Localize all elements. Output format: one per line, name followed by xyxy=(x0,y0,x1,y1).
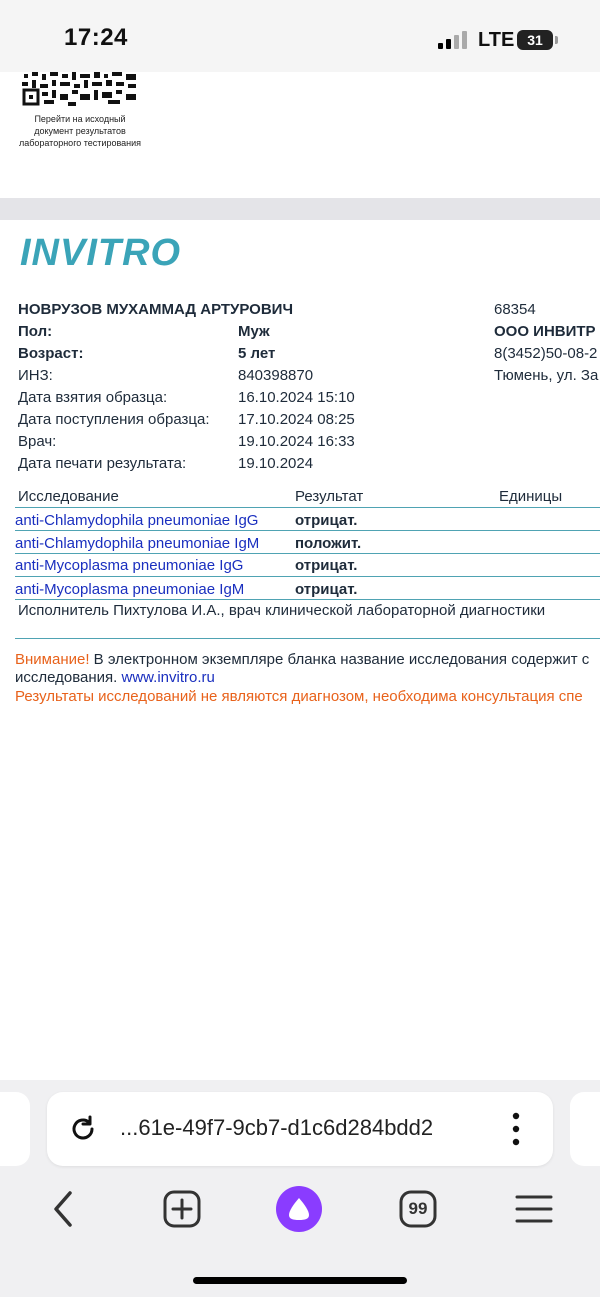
menu-icon[interactable] xyxy=(510,1185,558,1233)
notice-warning: Внимание! xyxy=(15,651,90,668)
company-phone: 8(3452)50-08-2 xyxy=(494,345,598,362)
row-result: отрицат. xyxy=(295,557,358,574)
field-value: 5 лет xyxy=(238,345,276,362)
field-value: 16.10.2024 15:10 xyxy=(238,389,355,406)
table-divider xyxy=(15,507,600,508)
executor: Исполнитель Пихтулова И.А., врач клинической лабораторной диагностики xyxy=(18,602,546,619)
table-divider xyxy=(15,530,600,531)
table-divider xyxy=(15,553,600,554)
field-label: Врач: xyxy=(18,433,57,450)
network-label: LTE xyxy=(478,29,515,51)
invitro-link[interactable]: www.invitro.ru xyxy=(121,669,215,686)
row-result: отрицат. xyxy=(295,512,358,529)
company-address: Тюмень, ул. За xyxy=(494,367,599,384)
field-value: 17.10.2024 08:25 xyxy=(238,411,355,428)
row-study-link[interactable]: anti-Mycoplasma pneumoniae IgG xyxy=(15,557,244,574)
header-units: Единицы xyxy=(499,488,563,505)
row-study-link[interactable]: anti-Chlamydophila pneumoniae IgG xyxy=(15,512,259,529)
notice xyxy=(15,651,600,668)
field-value: 19.10.2024 16:33 xyxy=(238,433,355,450)
field-label: ИНЗ: xyxy=(18,367,53,384)
next-tab-card[interactable] xyxy=(570,1092,600,1166)
qr-caption-line: документ результатов xyxy=(34,126,126,136)
signal-icon xyxy=(438,31,468,49)
invitro-logo: INVITRO xyxy=(20,232,182,274)
notice-line2 xyxy=(15,669,215,686)
row-study-link[interactable]: anti-Chlamydophila pneumoniae IgM xyxy=(15,535,260,552)
field-label: Возраст: xyxy=(18,345,84,362)
header-study: Исследование xyxy=(18,488,119,505)
qr-caption xyxy=(10,113,150,149)
row-study-link[interactable]: anti-Mycoplasma pneumoniae IgM xyxy=(15,581,245,598)
tabs-count[interactable]: 99 xyxy=(408,1199,428,1218)
qr-caption-line: Перейти на исходный xyxy=(34,114,126,124)
field-label: Дата взятия образца: xyxy=(18,389,168,406)
alice-icon[interactable] xyxy=(275,1185,323,1233)
qr-code[interactable] xyxy=(22,72,140,106)
battery-tip xyxy=(555,36,558,44)
notice-text: В электронном экземпляре бланка название исследования содержит с xyxy=(89,651,590,668)
row-result: положит. xyxy=(295,535,362,552)
row-result: отрицат. xyxy=(295,581,358,598)
new-tab-icon[interactable] xyxy=(158,1185,206,1233)
field-value: 840398870 xyxy=(238,367,314,384)
table-divider xyxy=(15,638,600,639)
disclaimer: Результаты исследований не являются диагнозом, необходима консультация спе xyxy=(15,688,583,705)
notice-text: исследования. xyxy=(15,669,122,686)
page-separator xyxy=(0,198,600,220)
table-divider xyxy=(15,576,600,577)
field-value: Муж xyxy=(238,323,270,340)
previous-tab-card[interactable] xyxy=(0,1092,30,1166)
field-label: Пол: xyxy=(18,323,53,340)
back-icon[interactable] xyxy=(40,1185,88,1233)
reload-icon[interactable] xyxy=(68,1114,98,1144)
url-text[interactable]: ...61e-49f7-9cb7-d1c6d284bdd2 xyxy=(120,1115,434,1140)
status-time: 17:24 xyxy=(64,24,128,51)
field-value: 19.10.2024 xyxy=(238,455,314,472)
field-label: Дата печати результата: xyxy=(18,455,187,472)
battery-icon: 31 xyxy=(517,30,553,50)
order-number: 68354 xyxy=(494,301,536,318)
qr-caption-line: лабораторного тестирования xyxy=(18,138,142,148)
field-label: Дата поступления образца: xyxy=(18,411,210,428)
patient-name: НОВРУЗОВ МУХАММАД АРТУРОВИЧ xyxy=(18,301,293,318)
more-icon[interactable] xyxy=(508,1111,524,1147)
company-name: ООО ИНВИТР xyxy=(494,323,596,340)
header-result: Результат xyxy=(295,488,364,505)
table-divider xyxy=(15,599,600,600)
home-indicator xyxy=(193,1277,407,1284)
